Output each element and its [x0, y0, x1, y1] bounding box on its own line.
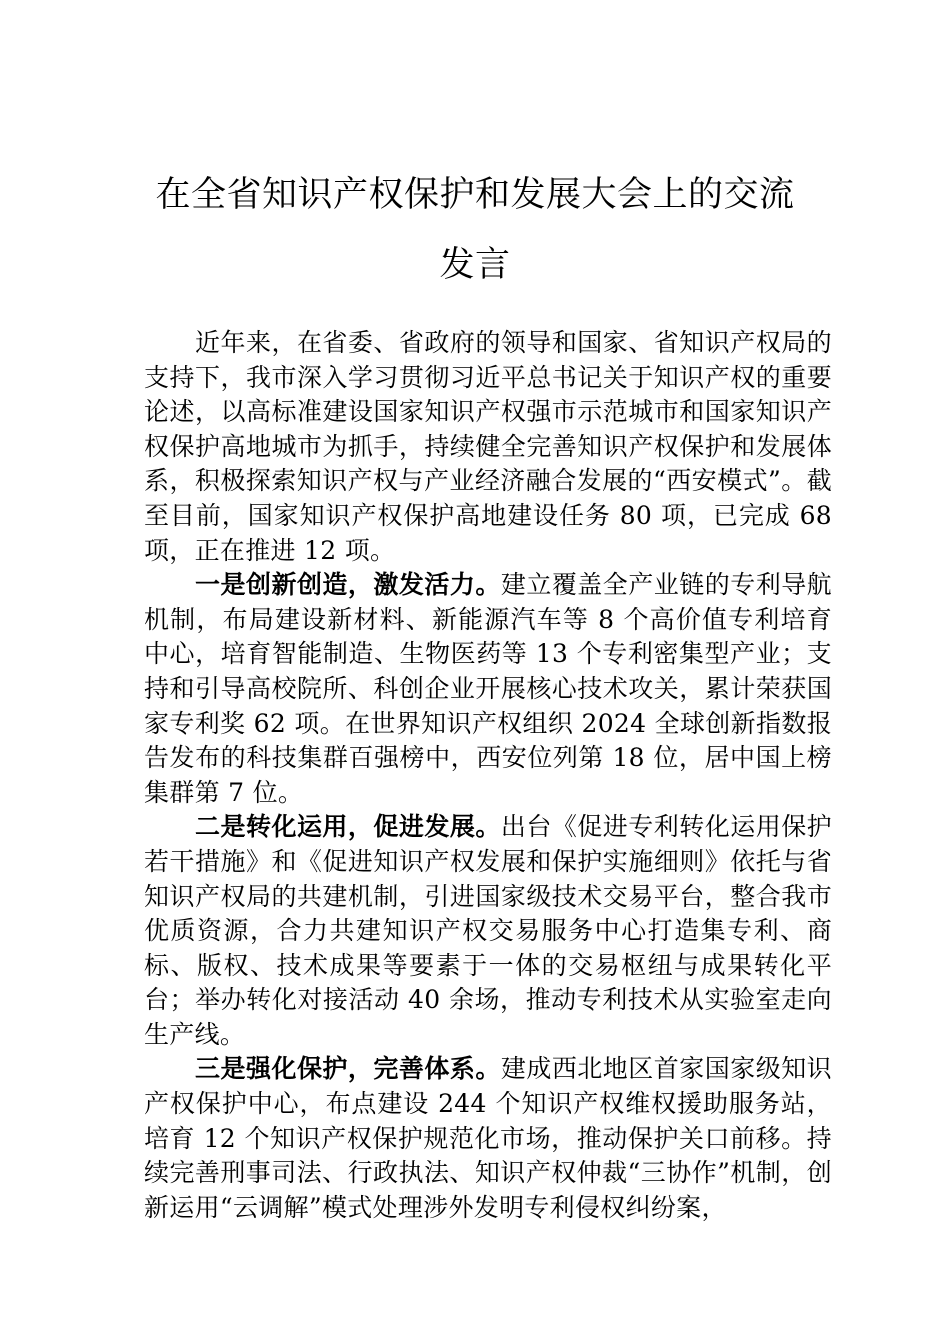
paragraph-lead-heading: 二是转化运用，促进发展。	[195, 812, 501, 842]
title-line-2: 发言	[439, 245, 511, 285]
paragraph-text: 近年来，在省委、省政府的领导和国家、省知识产权局的支持下，我市深入学习贯彻习近平总书记关于知识产权的重要论述，以高标准建设国家知识产权强市示范城市和国家知识产权保护高地城市为抓手，持续健全完善知识产权保护和发展体系，积极探索知识产权与产业经济融合发展的“西安模式”。截至目前，国家知识产权保护高地建设任务 80 项，已完成 68 项，正在推进 12 项。	[144, 328, 832, 565]
paragraph-innovation	[144, 568, 832, 810]
paragraph-text: 建立覆盖全产业链的专利导航机制，布局建设新材料、新能源汽车等 8 个高价值专利培育中心，培育智能制造、生物医药等 13 个专利密集型产业；支持和引导高校院所、科创企业开展核心技术攻关，累计荣获国家专利奖 62 项。在世界知识产权组织 2024 全球创新指数报告发布的科技集群百强榜中，西安位列第 18 位，居中国上榜集群第 7 位。	[144, 570, 832, 807]
paragraph-lead-heading: 三是强化保护，完善体系。	[195, 1054, 501, 1084]
document-body	[144, 326, 832, 1225]
title-line-1: 在全省知识产权保护和发展大会上的交流	[155, 175, 795, 215]
paragraph-text: 建成西北地区首家国家级知识产权保护中心，布点建设 244 个知识产权维权援助服务站，培育 12 个知识产权保护规范化市场，推动保护关口前移。持续完善刑事司法、行政执法、知识产权仲裁“三协作”机制，创新运用“云调解”模式处理涉外发明专利侵权纠纷案，	[144, 1054, 832, 1222]
paragraph-intro	[144, 326, 832, 568]
paragraph-lead-heading: 一是创新创造，激发活力。	[195, 570, 501, 600]
document-title	[120, 160, 830, 300]
paragraph-transformation	[144, 810, 832, 1052]
paragraph-text: 出台《促进专利转化运用保护若干措施》和《促进知识产权发展和保护实施细则》依托与省知识产权局的共建机制，引进国家级技术交易平台，整合我市优质资源，合力共建知识产权交易服务中心打造集专利、商标、版权、技术成果等要素于一体的交易枢纽与成果转化平台；举办转化对接活动 40 余场，推动专利技术从实验室走向生产线。	[144, 812, 832, 1049]
paragraph-protection	[144, 1052, 832, 1225]
